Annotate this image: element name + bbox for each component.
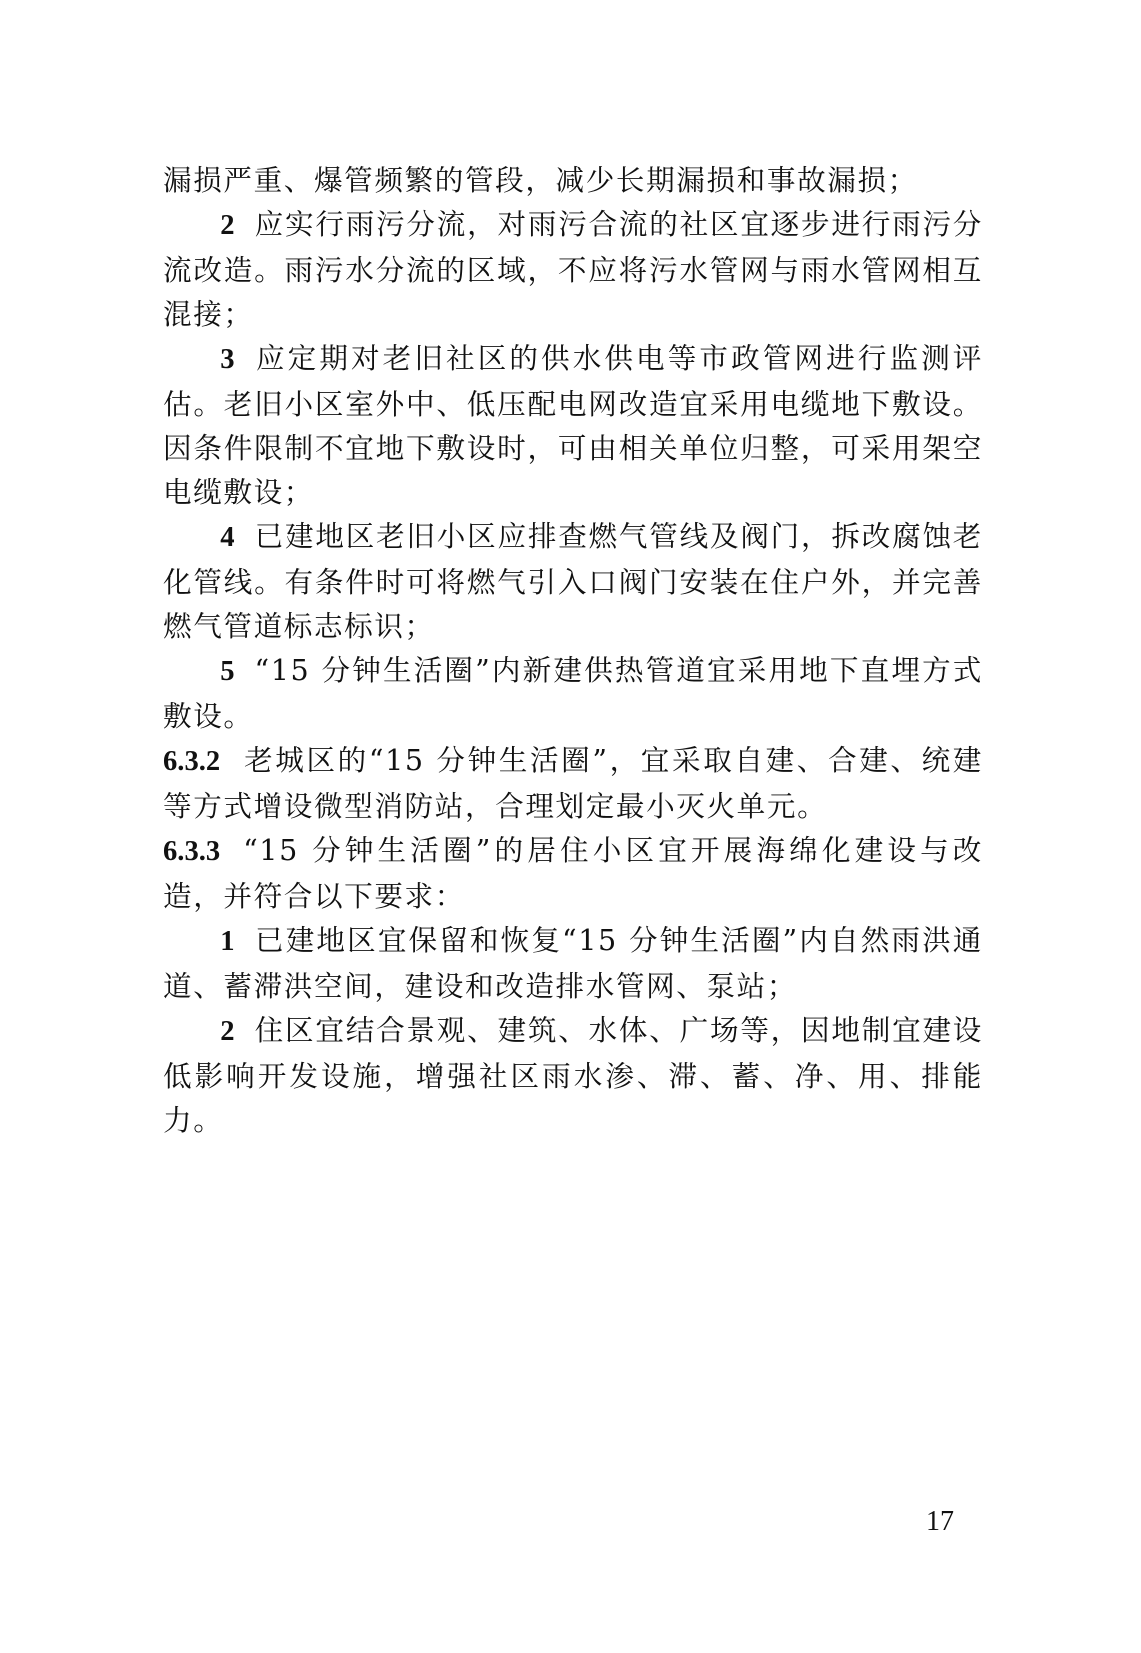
item-number: 3 [220, 344, 235, 375]
item-text: “15 分钟生活圈”内新建供热管道宜采用地下直埋方式敷设。 [163, 653, 983, 733]
item-number: 2 [220, 210, 235, 241]
item-text: 已建地区老旧小区应排查燃气管线及阀门，拆改腐蚀老化管线。有条件时可将燃气引入口阀门安装在住户外，并完善燃气管道标志标识； [163, 519, 983, 643]
clause-number: 6.3.3 [163, 836, 221, 867]
item-text: 住区宜结合景观、建筑、水体、广场等，因地制宜建设低影响开发设施，增强社区雨水渗、滞、蓄、净、用、排能力。 [163, 1013, 983, 1137]
list-item [163, 648, 983, 738]
item-text: 已建地区宜保留和恢复“15 分钟生活圈”内自然雨洪通道、蓄滞洪空间，建设和改造排水管网、泵站； [163, 923, 983, 1003]
list-item [163, 336, 983, 514]
list-item [163, 514, 983, 648]
item-text: 应定期对老旧社区的供水供电等市政管网进行监测评估。老旧小区室外中、低压配电网改造宜采用电缆地下敷设。因条件限制不宜地下敷设时，可由相关单位归整，可采用架空电缆敷设； [163, 341, 983, 509]
clause-paragraph [163, 738, 983, 828]
item-number: 5 [220, 656, 235, 687]
clause-number: 6.3.2 [163, 746, 221, 777]
page-body [163, 158, 983, 1142]
item-number: 2 [220, 1016, 235, 1047]
clause-text: “15 分钟生活圈”的居住小区宜开展海绵化建设与改造，并符合以下要求： [163, 833, 983, 913]
list-item [163, 1008, 983, 1142]
list-item [163, 202, 983, 336]
item-number: 1 [220, 926, 235, 957]
clause-text: 老城区的“15 分钟生活圈”，宜采取自建、合建、统建等方式增设微型消防站，合理划定最小灭火单元。 [163, 743, 983, 823]
item-number: 4 [220, 522, 235, 553]
list-item [163, 918, 983, 1008]
page-number: 17 [926, 1506, 954, 1537]
clause-paragraph [163, 828, 983, 918]
continuation-paragraph: 漏损严重、爆管频繁的管段，减少长期漏损和事故漏损； [163, 163, 918, 197]
item-text: 应实行雨污分流，对雨污合流的社区宜逐步进行雨污分流改造。雨污水分流的区域，不应将污水管网与雨水管网相互混接； [163, 207, 983, 331]
